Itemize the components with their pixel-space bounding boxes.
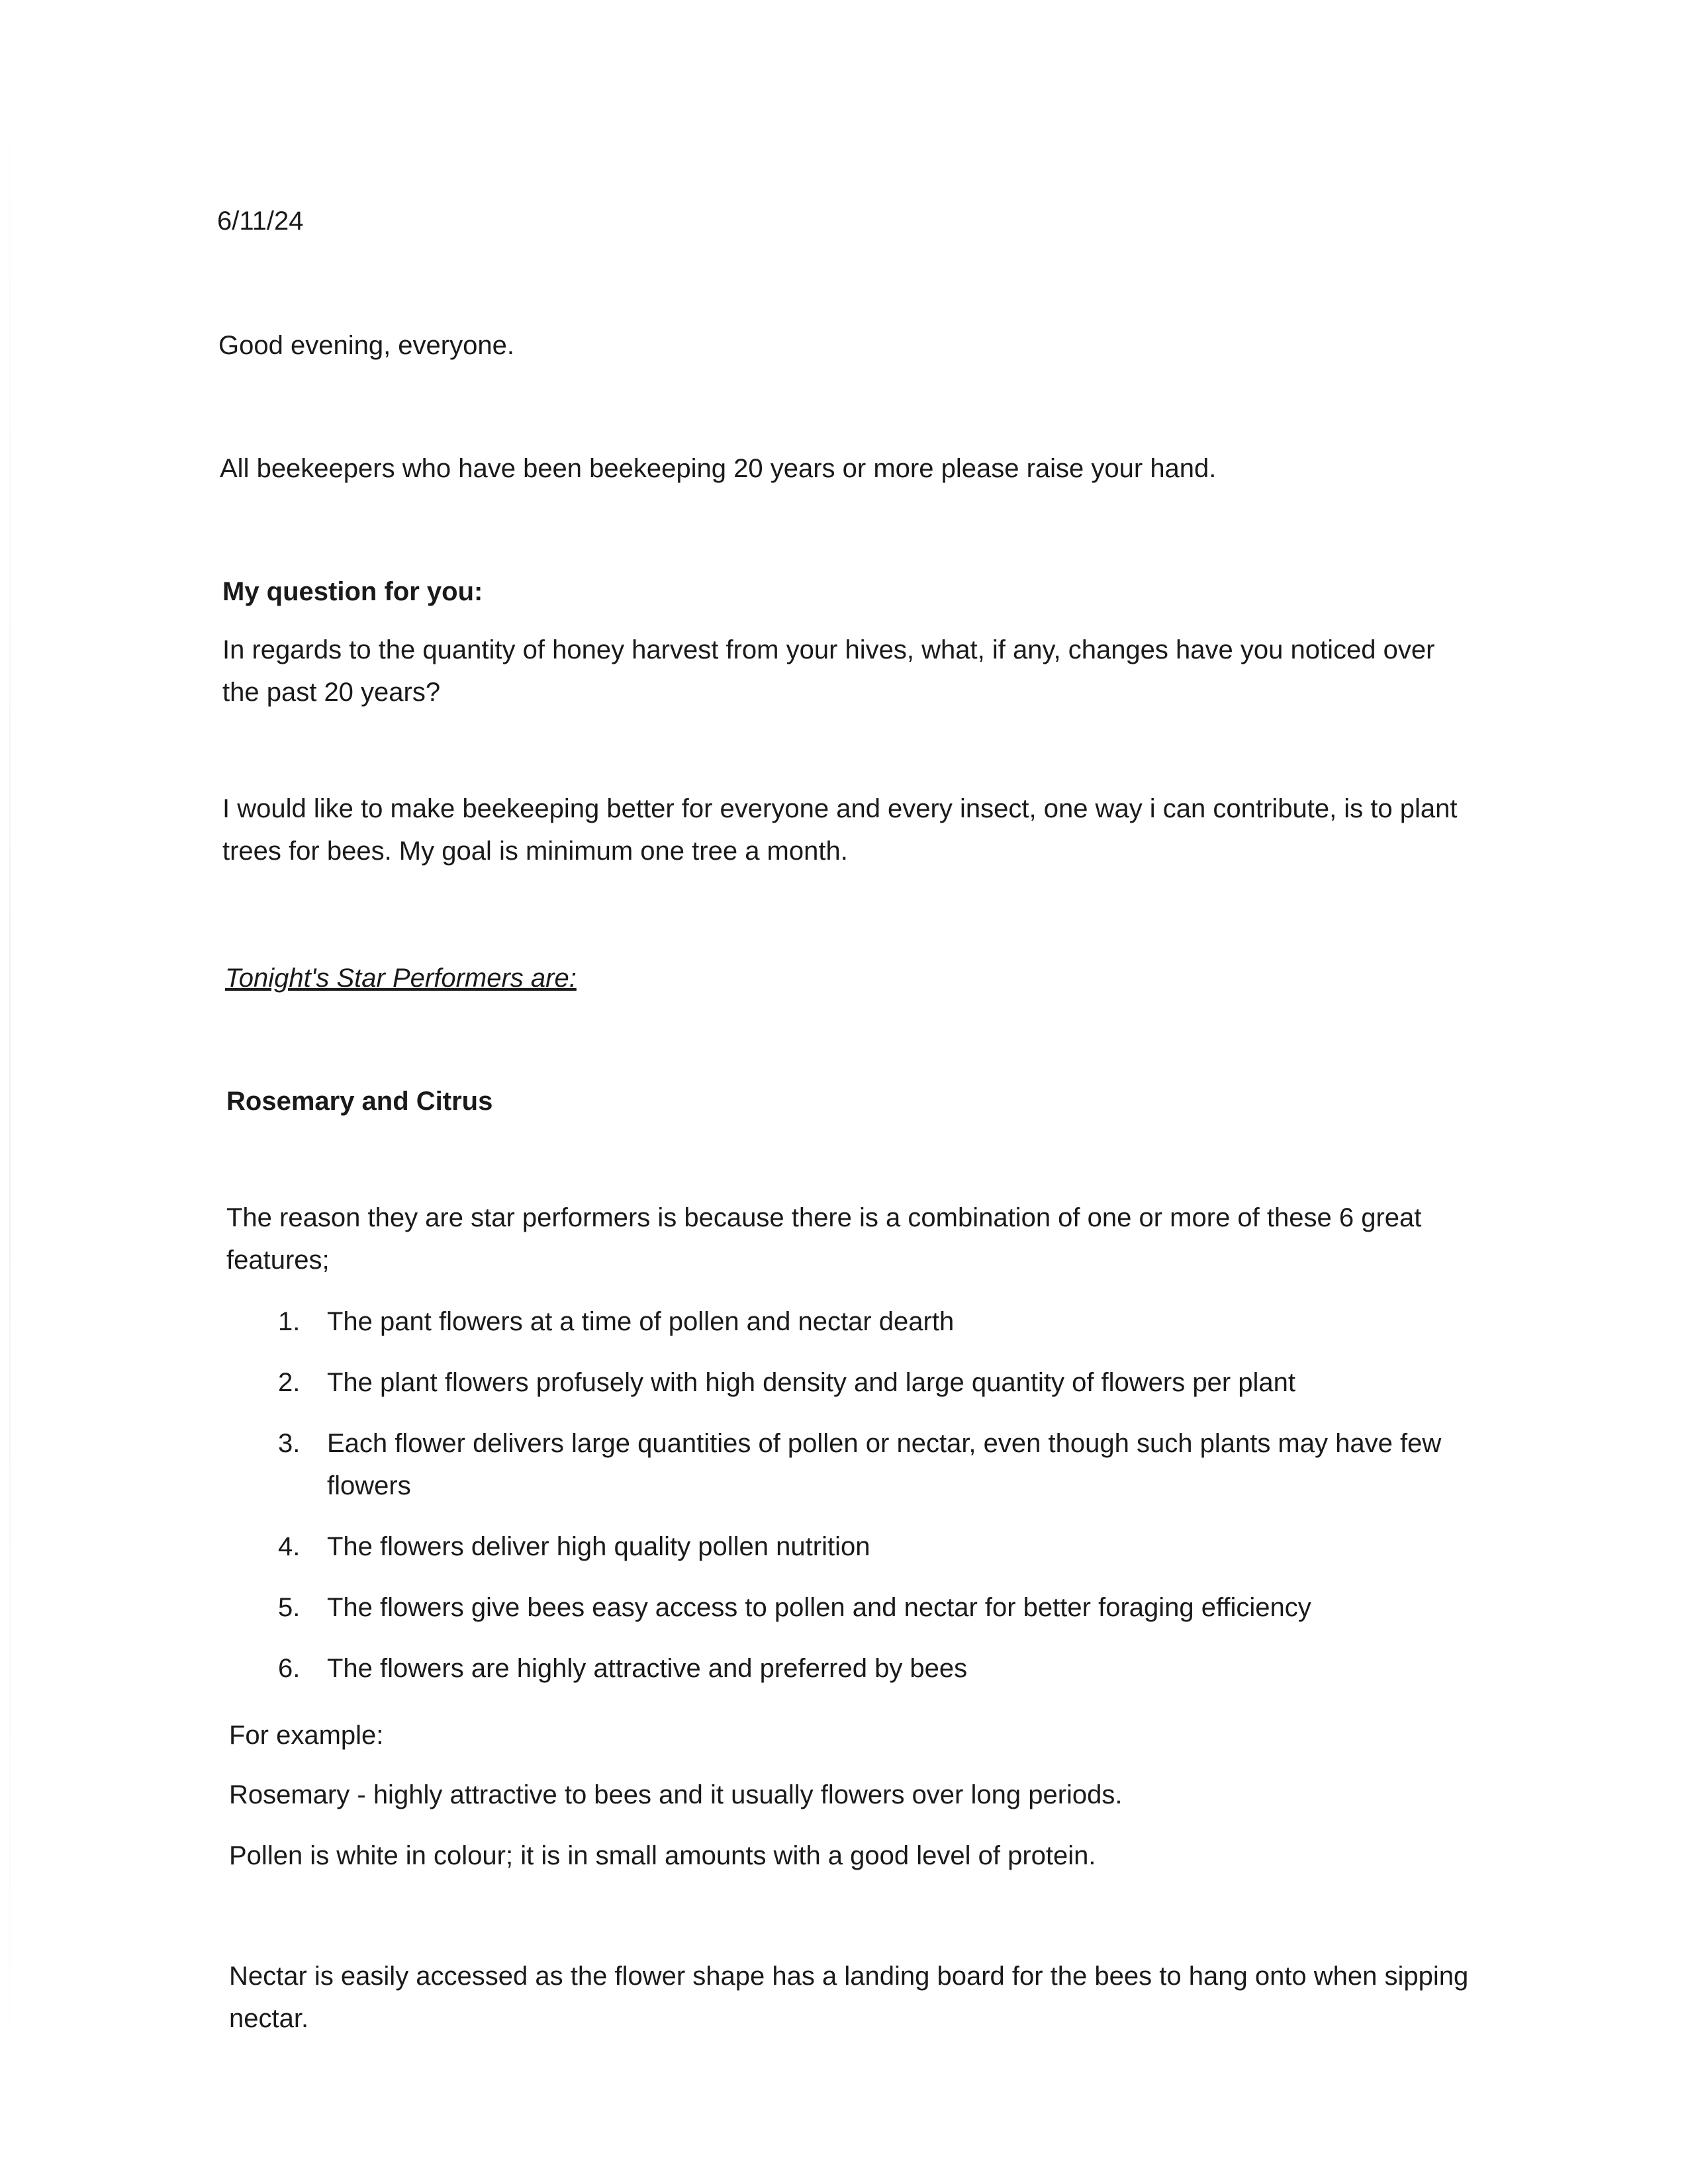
reason-paragraph: The reason they are star performers is because there is a combination of one or more of these 6 great features; (226, 1203, 1422, 1275)
list-item (278, 1586, 1443, 1629)
features-list (278, 1300, 1443, 1708)
list-item-text: The flowers deliver high quality pollen nutrition (327, 1532, 870, 1561)
list-item-number: 5. (278, 1593, 301, 1622)
list-item-number: 3. (278, 1429, 301, 1458)
list-item-text: The flowers give bees easy access to pollen and nectar for better foraging efficiency (327, 1593, 1311, 1622)
intro-line: All beekeepers who have been beekeeping 20 years or more please raise your hand. (220, 454, 1217, 483)
list-item (278, 1422, 1443, 1507)
star-performers-heading: Tonight's Star Performers are: (225, 964, 577, 993)
list-item (278, 1300, 1443, 1343)
list-item-number: 2. (278, 1368, 301, 1397)
list-item (278, 1525, 1443, 1568)
scan-edge-shadow (9, 26, 11, 2144)
list-item-text: The plant flowers profusely with high density and large quantity of flowers per plant (327, 1368, 1296, 1397)
list-item-text: Each flower delivers large quantities of pollen or nectar, even though such plants may have few flowers (327, 1429, 1442, 1500)
rosemary-line: Rosemary - highly attractive to bees and it usually flowers over long periods. (229, 1780, 1123, 1809)
question-paragraph: In regards to the quantity of honey harvest from your hives, what, if any, changes have you noticed over the past 20 years? (222, 635, 1435, 707)
date-line: 6/11/24 (217, 206, 304, 236)
list-item-number: 1. (278, 1307, 301, 1336)
list-item-text: The flowers are highly attractive and preferred by bees (327, 1654, 968, 1683)
plants-heading: Rosemary and Citrus (226, 1087, 493, 1116)
goal-paragraph: I would like to make beekeeping better for everyone and every insect, one way i can contribute, is to plant trees for bees. My goal is minimum one tree a month. (222, 794, 1458, 866)
list-item (278, 1361, 1443, 1404)
example-label: For example: (229, 1721, 384, 1750)
list-item-text: The pant flowers at a time of pollen and nectar dearth (327, 1307, 955, 1336)
list-item (278, 1647, 1443, 1690)
question-heading: My question for you: (222, 577, 483, 606)
nectar-paragraph: Nectar is easily accessed as the flower shape has a landing board for the bees to hang onto when sipping nectar. (229, 1962, 1469, 2033)
pollen-line: Pollen is white in colour; it is in small amounts with a good level of protein. (229, 1841, 1096, 1870)
list-item-number: 4. (278, 1532, 301, 1561)
greeting-line: Good evening, everyone. (218, 331, 514, 360)
list-item-number: 6. (278, 1654, 301, 1683)
